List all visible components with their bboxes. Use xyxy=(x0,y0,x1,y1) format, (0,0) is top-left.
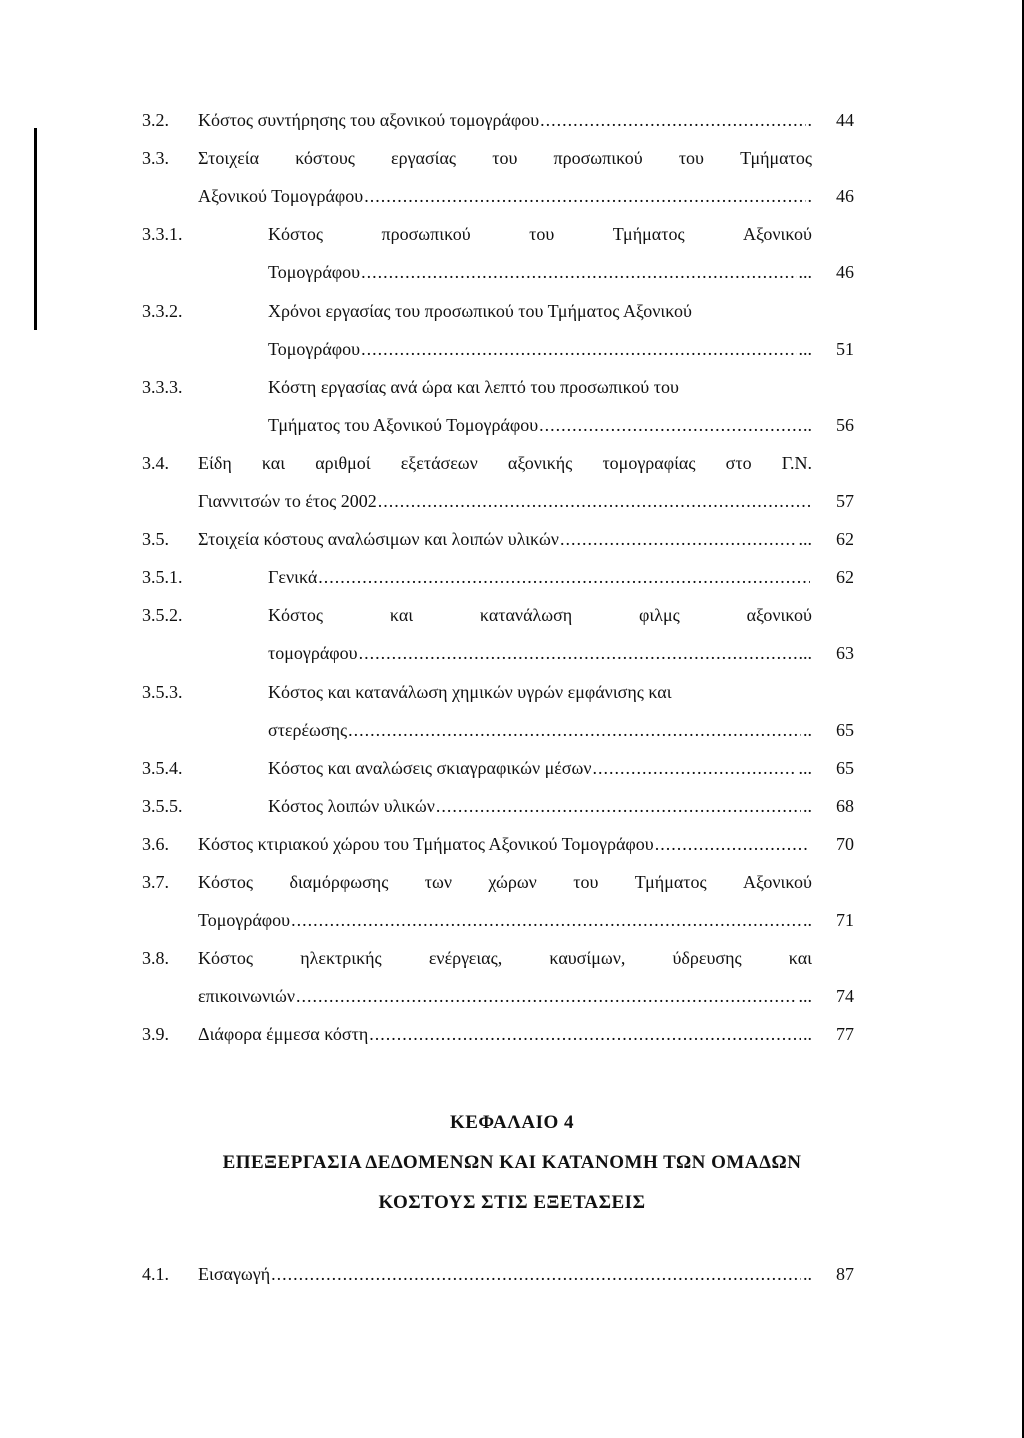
toc-entry xyxy=(0,451,1024,477)
toc-entry-title xyxy=(198,451,812,475)
dot-leader-end: ... xyxy=(798,643,812,664)
dot-leader xyxy=(361,337,796,361)
toc-entry-word: αριθμοί xyxy=(315,452,371,473)
toc-entry xyxy=(0,337,1024,363)
toc-entry-word: Τμήματος xyxy=(634,872,707,892)
toc-entry-title: Τμήματος του Αξονικού Τομογράφου xyxy=(268,414,539,435)
toc-entry-title: Γενικά xyxy=(268,567,318,588)
toc-entry xyxy=(0,832,1024,858)
toc-entry-word: Κόστος xyxy=(198,948,254,969)
toc-entry-number: 3.8. xyxy=(142,948,169,969)
toc-entry-title: Κόστος και αναλώσεις σκιαγραφικών μέσων xyxy=(268,757,592,778)
toc-entry xyxy=(0,946,1024,972)
toc-entry-title: Κόστος κτιριακού χώρου του Τμήματος Αξονικού Τομογράφου xyxy=(198,833,654,854)
dot-leader-end: ... xyxy=(798,338,812,359)
toc-entry-title: τομογράφου xyxy=(268,643,358,664)
toc-entry-word: εξετάσεων xyxy=(400,452,478,473)
toc-entry-word: Κόστη εργασίας ανά ώρα και λεπτό του προσωπικού του xyxy=(268,376,679,397)
toc-entry-title: επικοινωνιών xyxy=(198,986,295,1007)
toc-entry-word: Είδη xyxy=(198,452,232,473)
toc-entry-title: Τομογράφου xyxy=(268,338,361,359)
dot-leader-end: .. xyxy=(803,719,812,740)
toc-entry xyxy=(0,1262,1024,1288)
toc-entry-number: 3.3.1. xyxy=(142,224,183,245)
toc-entry-page-number: 74 xyxy=(836,986,854,1007)
dot-leader xyxy=(296,984,797,1008)
toc-entry-page-number: 62 xyxy=(836,529,854,550)
toc-entry-word: και xyxy=(389,605,414,626)
dot-leader xyxy=(560,527,797,551)
dot-leader-end: .. xyxy=(803,795,812,816)
toc-entry-word: προσωπικού xyxy=(553,148,643,169)
toc-entry xyxy=(0,870,1024,896)
toc-entry-page-number: 70 xyxy=(836,833,854,854)
toc-entry xyxy=(0,299,1024,325)
dot-leader xyxy=(369,1022,801,1046)
toc-entry-title: Στοιχεία κόστους αναλώσιμων και λοιπών υλικών xyxy=(198,529,559,550)
toc-entry-word: ύδρευσης xyxy=(672,948,742,969)
toc-entry-word: Στοιχεία xyxy=(198,148,260,169)
toc-entry-title xyxy=(268,375,812,399)
toc-entry-word: κόστους xyxy=(295,148,355,169)
toc-entry xyxy=(0,146,1024,172)
toc-entry-word: στο xyxy=(725,452,752,473)
toc-entry-title xyxy=(268,603,812,627)
toc-entry-title xyxy=(268,680,812,704)
toc-entry-number: 3.9. xyxy=(142,1024,169,1045)
toc-entry-title xyxy=(268,222,812,246)
toc-entry xyxy=(0,756,1024,782)
dot-leader-end: .. xyxy=(803,1264,812,1284)
toc-entry xyxy=(0,489,1024,515)
toc-entry-number: 3.5.1. xyxy=(142,567,183,588)
dot-leader xyxy=(378,489,810,513)
toc-entry-word: Τμήματος xyxy=(740,148,812,169)
toc-entry-title: Εισαγωγή xyxy=(198,1264,271,1284)
toc-entry-word: Αξονικού xyxy=(743,872,812,892)
toc-entry-page-number: 57 xyxy=(836,491,854,511)
toc-entry-word: του xyxy=(529,224,555,245)
toc-entry xyxy=(0,641,1024,667)
toc-entry-title xyxy=(268,299,812,323)
toc-entry xyxy=(0,908,1024,934)
toc-entry-number: 3.5.4. xyxy=(142,757,183,778)
dot-leader xyxy=(361,260,796,284)
toc-entry xyxy=(0,222,1024,248)
dot-leader-end: . xyxy=(807,110,812,130)
toc-entry xyxy=(0,413,1024,439)
toc-entry-title: Γιαννιτσών το έτος 2002 xyxy=(198,491,377,511)
toc-entry-title xyxy=(198,146,812,170)
toc-entry-word: διαμόρφωσης xyxy=(289,872,389,892)
toc-entry-number: 3.7. xyxy=(142,872,169,892)
toc-entry-page-number: 51 xyxy=(836,338,854,359)
dot-leader xyxy=(364,184,805,208)
dot-leader-end: ... xyxy=(798,529,812,550)
toc-entry-word: Χρόνοι εργασίας του προσωπικού του Τμήματος Αξονικού xyxy=(268,300,692,321)
toc-entry-page-number: 56 xyxy=(836,414,854,435)
toc-entry-title xyxy=(198,946,812,970)
dot-leader xyxy=(348,718,801,742)
toc-entry-number: 3.3.2. xyxy=(142,300,183,321)
toc-entry-page-number: 68 xyxy=(836,795,854,816)
toc-entry-word: αξονικού xyxy=(746,605,812,626)
toc-entry-page-number: 62 xyxy=(836,567,854,588)
toc-entry-word: Κόστος xyxy=(268,605,324,626)
toc-entry-word: προσωπικού xyxy=(381,224,471,245)
dot-leader xyxy=(318,565,810,589)
toc-entry xyxy=(0,1022,1024,1048)
toc-entry-word: Κόστος xyxy=(198,872,254,892)
chapter-title-line-1: ΕΠΕΞΕΡΓΑΣΙΑ ΔΕΔΟΜΕΝΩΝ ΚΑΙ ΚΑΤΑΝΟΜΗ ΤΩΝ ΟΜΑΔΩΝ xyxy=(222,1152,802,1173)
toc-entry xyxy=(0,603,1024,629)
toc-entry-word: του xyxy=(678,148,704,169)
toc-entry-word: των xyxy=(424,872,452,892)
toc-entry-word: κατανάλωση xyxy=(479,605,573,626)
toc-entry-page-number: 77 xyxy=(836,1024,854,1045)
toc-entry-page-number: 65 xyxy=(836,719,854,740)
toc-entry-title: Τομογράφου xyxy=(198,910,291,931)
dot-leader xyxy=(540,108,805,132)
dot-leader-end: .. xyxy=(803,414,812,435)
dot-leader-end: . xyxy=(807,186,812,207)
toc-entry-word: ηλεκτρικής xyxy=(300,948,382,969)
toc-entry-number: 3.5.3. xyxy=(142,681,183,702)
toc-entry xyxy=(0,565,1024,591)
toc-entry xyxy=(0,718,1024,744)
toc-entry-word: και xyxy=(788,948,812,969)
toc-entry-word: ενέργειας, xyxy=(428,948,503,969)
toc-entry-word: και xyxy=(261,452,286,473)
toc-entry-title: Τομογράφου xyxy=(268,262,361,283)
toc-entry-word: αξονικής xyxy=(507,452,573,473)
toc-entry-word: Κόστος xyxy=(268,224,324,245)
toc-entry-title: Διάφορα έμμεσα κόστη xyxy=(198,1024,369,1045)
toc-entry xyxy=(0,984,1024,1010)
toc-entry-word: του xyxy=(573,872,599,892)
dot-leader xyxy=(655,832,810,856)
chapter-label: ΚΕΦΑΛΑΙΟ 4 xyxy=(449,1112,575,1133)
dot-leader xyxy=(539,413,801,437)
toc-entry-word: χώρων xyxy=(488,872,537,892)
dot-leader-end: ... xyxy=(798,262,812,283)
toc-entry xyxy=(0,108,1024,134)
toc-entry-page-number: 71 xyxy=(836,910,854,931)
dot-leader-end: .. xyxy=(803,1024,812,1045)
toc-entry xyxy=(0,680,1024,706)
dot-leader-end: ... xyxy=(798,986,812,1007)
toc-entry-title: Κόστος συντήρησης του αξονικού τομογράφου xyxy=(198,110,540,130)
toc-entry-title: Κόστος λοιπών υλικών xyxy=(268,795,435,816)
toc-entry-word: Γ.Ν. xyxy=(781,452,812,473)
toc-entry-word: τομογραφίας xyxy=(602,452,696,473)
dot-leader xyxy=(291,908,801,932)
toc-entry-word: του xyxy=(492,148,518,169)
toc-entry-number: 3.6. xyxy=(142,833,169,854)
chapter-title-line-2: ΚΟΣΤΟΥΣ ΣΤΙΣ ΕΞΕΤΑΣΕΙΣ xyxy=(378,1192,646,1213)
toc-entry-word: Αξονικού xyxy=(743,224,812,245)
toc-entry xyxy=(0,184,1024,210)
toc-entry-number: 3.5. xyxy=(142,529,169,550)
toc-entry-page-number: 65 xyxy=(836,757,854,778)
toc-entry-word: Κόστος και κατανάλωση χημικών υγρών εμφάνισης και xyxy=(268,681,672,702)
toc-entry-page-number: 44 xyxy=(836,110,854,130)
toc-entry xyxy=(0,260,1024,286)
toc-entry-number: 3.4. xyxy=(142,452,169,473)
dot-leader xyxy=(271,1262,801,1286)
toc-entry-word: Τμήματος xyxy=(612,224,685,245)
toc-entry-word: καυσίμων, xyxy=(549,948,626,969)
toc-entry-word: εργασίας xyxy=(391,148,457,169)
toc-entry-number: 3.5.2. xyxy=(142,605,183,626)
toc-entry-title: Αξονικού Τομογράφου xyxy=(198,186,364,207)
toc-entry-page-number: 87 xyxy=(836,1264,854,1284)
dot-leader-end: .. xyxy=(803,910,812,931)
toc-entry-page-number: 46 xyxy=(836,186,854,207)
toc-entry xyxy=(0,375,1024,401)
toc-entry-title: στερέωσης xyxy=(268,719,348,740)
toc-entry-title xyxy=(198,870,812,894)
toc-entry xyxy=(0,527,1024,553)
dot-leader-end: ... xyxy=(798,757,812,778)
toc-entry-number: 3.2. xyxy=(142,110,169,130)
dot-leader xyxy=(436,794,801,818)
dot-leader xyxy=(593,756,797,780)
toc-entry-number: 3.5.5. xyxy=(142,795,183,816)
toc-entry-page-number: 46 xyxy=(836,262,854,283)
toc-entry-word: φιλμς xyxy=(639,605,680,626)
toc-entry-number: 3.3. xyxy=(142,148,169,169)
toc-entry-page-number: 63 xyxy=(836,643,854,664)
toc-entry xyxy=(0,794,1024,820)
dot-leader xyxy=(359,641,797,665)
toc-entry-number: 4.1. xyxy=(142,1264,169,1284)
toc-entry-number: 3.3.3. xyxy=(142,376,183,397)
